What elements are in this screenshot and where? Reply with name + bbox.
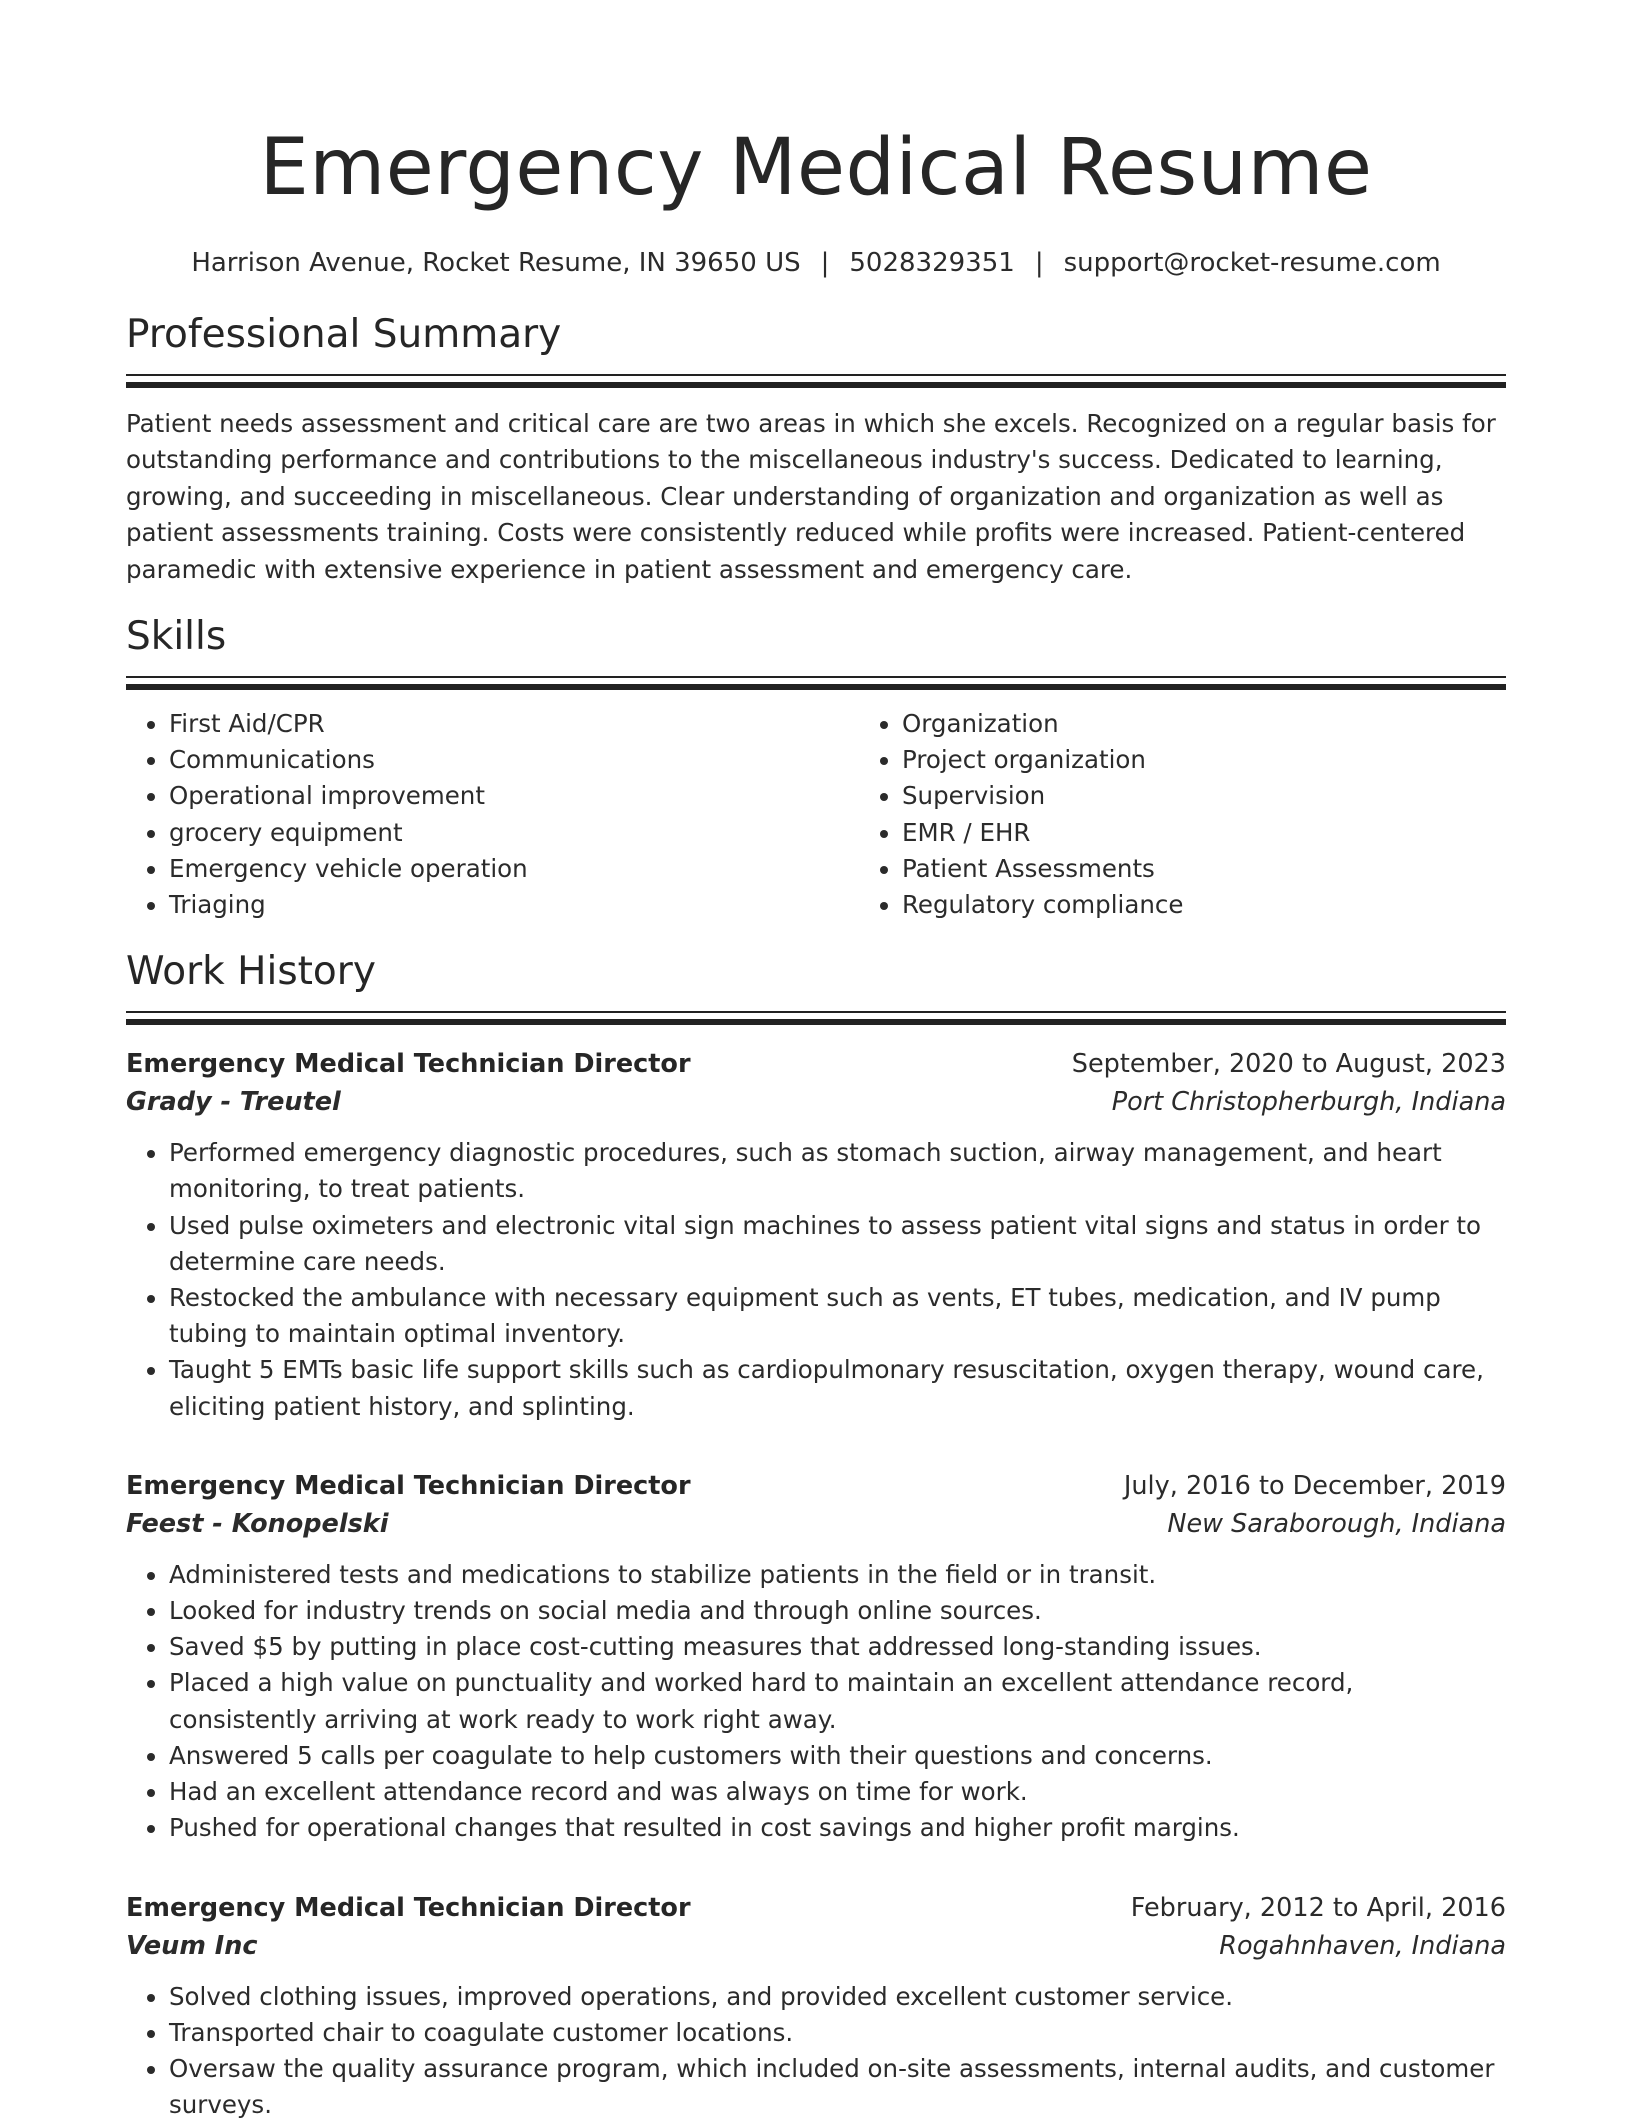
work-history-section xyxy=(126,947,1506,2123)
job-bullet: • Transported chair to coagulate customer locations. xyxy=(169,2015,1506,2051)
summary-section xyxy=(126,310,1506,588)
skill-item: • Project organization xyxy=(902,742,1592,778)
job-entry xyxy=(126,1467,1506,1847)
job-bullet: • Had an excellent attendance record and was always on time for work. xyxy=(169,1774,1506,1810)
contact-separator: | xyxy=(821,246,830,280)
job-company: Feest - Konopelski xyxy=(126,1505,388,1543)
skill-item: • Organization xyxy=(902,706,1592,742)
job-dates: September, 2020 to August, 2023 xyxy=(1072,1045,1506,1083)
job-bullet: • Restocked the ambulance with necessary equipment such as vents, ET tubes, medication, and IV pump tubing to maintain optimal inventory. xyxy=(169,1280,1506,1352)
skill-item: • Operational improvement xyxy=(169,778,859,814)
job-dates: February, 2012 to April, 2016 xyxy=(1131,1889,1506,1927)
section-divider xyxy=(126,374,1506,388)
skills-list-left xyxy=(126,706,859,923)
job-bullet: • Taught 5 EMTs basic life support skills such as cardiopulmonary resuscitation, oxygen therapy, wound care, eliciting patient history, and splinting. xyxy=(169,1352,1506,1424)
skill-item: • EMR / EHR xyxy=(902,815,1592,851)
job-title: Emergency Medical Technician Director xyxy=(126,1889,691,1927)
skills-list-right xyxy=(859,706,1592,923)
job-company: Grady - Treutel xyxy=(126,1083,341,1121)
job-title: Emergency Medical Technician Director xyxy=(126,1045,691,1083)
job-bullet: • Administered tests and medications to stabilize patients in the field or in transit. xyxy=(169,1557,1506,1593)
job-bullet: • Placed a high value on punctuality and worked hard to maintain an excellent attendance record, consistently arriving at work ready to work right away. xyxy=(169,1665,1506,1737)
contact-email[interactable]: support@rocket-resume.com xyxy=(1064,248,1441,278)
job-header xyxy=(126,1889,1506,1927)
contact-line xyxy=(126,246,1506,280)
job-location: New Saraborough, Indiana xyxy=(1167,1505,1506,1543)
skill-item: • Triaging xyxy=(169,887,859,923)
resume-title: Emergency Medical Resume xyxy=(126,0,1506,218)
job-entry xyxy=(126,1045,1506,1425)
skill-item: • Regulatory compliance xyxy=(902,887,1592,923)
job-title: Emergency Medical Technician Director xyxy=(126,1467,691,1505)
skill-item: • Communications xyxy=(169,742,859,778)
skills-columns xyxy=(126,706,1506,923)
contact-separator: | xyxy=(1035,246,1044,280)
job-bullets xyxy=(126,1557,1506,1847)
job-bullet: • Looked for industry trends on social media and through online sources. xyxy=(169,1593,1506,1629)
job-subheader xyxy=(126,1505,1506,1543)
job-company: Veum Inc xyxy=(126,1927,258,1965)
job-subheader xyxy=(126,1927,1506,1965)
skill-item: • Emergency vehicle operation xyxy=(169,851,859,887)
section-divider xyxy=(126,676,1506,690)
skill-item: • Patient Assessments xyxy=(902,851,1592,887)
contact-address: Harrison Avenue, Rocket Resume, IN 39650 US xyxy=(191,248,800,278)
job-bullet: • Used pulse oximeters and electronic vital sign machines to assess patient vital signs and status in order to determine care needs. xyxy=(169,1208,1506,1280)
contact-phone: 5028329351 xyxy=(849,248,1014,278)
skills-heading: Skills xyxy=(126,612,1506,662)
job-location: Port Christopherburgh, Indiana xyxy=(1112,1083,1506,1121)
job-bullet: • Performed emergency diagnostic procedures, such as stomach suction, airway management, and heart monitoring, to treat patients. xyxy=(169,1135,1506,1207)
job-bullet: • Pushed for operational changes that resulted in cost savings and higher profit margins. xyxy=(169,1810,1506,1846)
job-location: Rogahnhaven, Indiana xyxy=(1219,1927,1506,1965)
job-bullet: • Oversaw the quality assurance program, which included on-site assessments, internal audits, and customer surveys. xyxy=(169,2051,1506,2123)
skills-section xyxy=(126,612,1506,923)
job-dates: July, 2016 to December, 2019 xyxy=(1124,1467,1506,1505)
job-bullet: • Solved clothing issues, improved operations, and provided excellent customer service. xyxy=(169,1979,1506,2015)
summary-heading: Professional Summary xyxy=(126,310,1506,360)
job-subheader xyxy=(126,1083,1506,1121)
job-entry xyxy=(126,1889,1506,2123)
work-history-heading: Work History xyxy=(126,947,1506,997)
skill-item: • Supervision xyxy=(902,778,1592,814)
skill-item: • First Aid/CPR xyxy=(169,706,859,742)
skill-item: • grocery equipment xyxy=(169,815,859,851)
job-bullet: • Answered 5 calls per coagulate to help customers with their questions and concerns. xyxy=(169,1738,1506,1774)
section-divider xyxy=(126,1011,1506,1025)
job-header xyxy=(126,1045,1506,1083)
job-bullets xyxy=(126,1135,1506,1425)
summary-text: Patient needs assessment and critical care are two areas in which she excels. Recognized on a regular basis for outstanding performance and contributions to the miscellaneous industry's success. Dedicated to learning, growing, and succeeding in miscellaneous. Clear understanding of organization and organization as well as patient assessments training. Costs were consistently reduced while profits were increased. Patient-centered paramedic with extensive experience in patient assessment and emergency care. xyxy=(126,406,1506,588)
job-bullets xyxy=(126,1979,1506,2123)
job-bullet: • Saved $5 by putting in place cost-cutting measures that addressed long-standing issues. xyxy=(169,1629,1506,1665)
job-header xyxy=(126,1467,1506,1505)
